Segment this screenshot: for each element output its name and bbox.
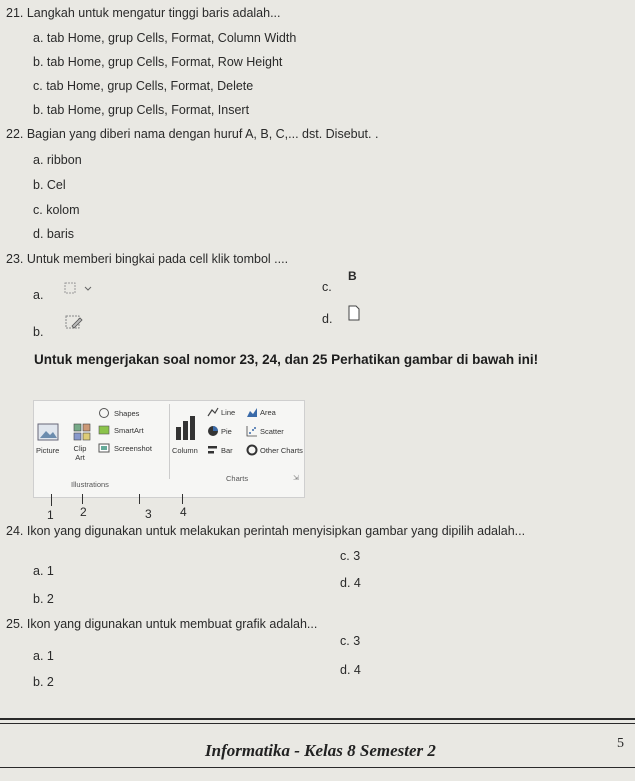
q21-option-c: c. tab Home, grup Cells, Format, Delete xyxy=(33,79,254,93)
footer-rule-top xyxy=(0,718,635,720)
other-charts-icon xyxy=(246,444,258,456)
smartart-label: SmartArt xyxy=(114,426,144,435)
figure-number-3: 3 xyxy=(145,507,152,521)
q23-option-d: d. xyxy=(322,312,333,326)
q25-option-d: d. 4 xyxy=(340,663,361,677)
instruction-heading: Untuk mengerjakan soal nomor 23, 24, dan 25 Perhatikan gambar di bawah ini! xyxy=(34,352,539,367)
screenshot-icon xyxy=(98,442,110,454)
ribbon-image xyxy=(33,400,305,498)
smartart-icon xyxy=(98,424,110,436)
q25-option-a: a. 1 xyxy=(33,649,54,663)
footer-title: Informatika - Kelas 8 Semester 2 xyxy=(205,741,436,760)
picture-label: Picture xyxy=(36,446,60,455)
picture-icon xyxy=(37,423,59,441)
pie-label: Pie xyxy=(221,427,232,436)
column-chart-icon xyxy=(174,415,198,441)
border-dropdown-icon xyxy=(63,281,103,295)
q21-option-d: b. tab Home, grup Cells, Format, Insert xyxy=(33,103,250,117)
q23-option-c: c. xyxy=(322,280,332,294)
document-icon xyxy=(347,305,361,321)
scatter-label: Scatter xyxy=(260,427,284,436)
clip-art-label: Clip Art xyxy=(73,444,87,462)
draw-border-icon xyxy=(64,313,86,331)
shapes-label: Shapes xyxy=(114,409,140,418)
q22-option-d: d. baris xyxy=(33,227,74,241)
question-22: 22. Bagian yang diberi nama dengan huruf A, B, C,... dst. Disebut. . xyxy=(6,127,379,141)
bar-chart-icon xyxy=(207,444,219,456)
shapes-icon xyxy=(98,407,110,419)
bold-icon: B xyxy=(348,269,357,283)
q22-option-c: c. kolom xyxy=(33,203,80,217)
pie-chart-icon xyxy=(207,425,219,437)
line-chart-icon xyxy=(207,406,219,418)
q22-option-a: a. ribbon xyxy=(33,153,82,167)
q21-option-a: a. tab Home, grup Cells, Format, Column Width xyxy=(33,31,297,45)
q24-option-b: b. 2 xyxy=(33,592,54,606)
scatter-chart-icon xyxy=(246,425,258,437)
q24-option-c: c. 3 xyxy=(340,549,361,563)
footer-rule-top-thin xyxy=(0,723,635,724)
screenshot-label: Screenshot xyxy=(114,444,152,453)
question-23: 23. Untuk memberi bingkai pada cell klik tombol .... xyxy=(6,252,289,266)
q21-option-b: b. tab Home, grup Cells, Format, Row Height xyxy=(33,55,283,69)
figure-number-1: 1 xyxy=(47,508,54,522)
page-number: 5 xyxy=(617,736,624,751)
question-21: 21. Langkah untuk mengatur tinggi baris adalah... xyxy=(6,6,281,20)
other-charts-label: Other Charts xyxy=(260,446,303,455)
line-label: Line xyxy=(221,408,236,417)
area-chart-icon xyxy=(246,406,258,418)
q22-option-b: b. Cel xyxy=(33,178,66,192)
q24-option-d: d. 4 xyxy=(340,576,361,590)
question-25: 25. Ikon yang digunakan untuk membuat grafik adalah... xyxy=(6,617,318,631)
q25-option-c: c. 3 xyxy=(340,634,361,648)
charts-group-label: Charts xyxy=(226,474,249,483)
bar-label: Bar xyxy=(221,446,233,455)
q23-option-a: a. xyxy=(33,288,44,302)
figure-number-4: 4 xyxy=(180,505,187,519)
q23-option-b: b. xyxy=(33,325,44,339)
figure-number-2: 2 xyxy=(80,505,87,519)
question-24: 24. Ikon yang digunakan untuk melakukan perintah menyisipkan gambar yang dipilih adalah... xyxy=(6,524,526,538)
area-label: Area xyxy=(260,408,276,417)
q24-option-a: a. 1 xyxy=(33,564,54,578)
column-label: Column xyxy=(172,446,198,455)
q25-option-b: b. 2 xyxy=(33,675,54,689)
illustrations-group-label: Illustrations xyxy=(71,480,109,489)
clip-art-icon xyxy=(73,423,91,443)
dialog-launcher-icon: ⇲ xyxy=(293,475,299,482)
footer-rule-bottom xyxy=(0,767,635,768)
